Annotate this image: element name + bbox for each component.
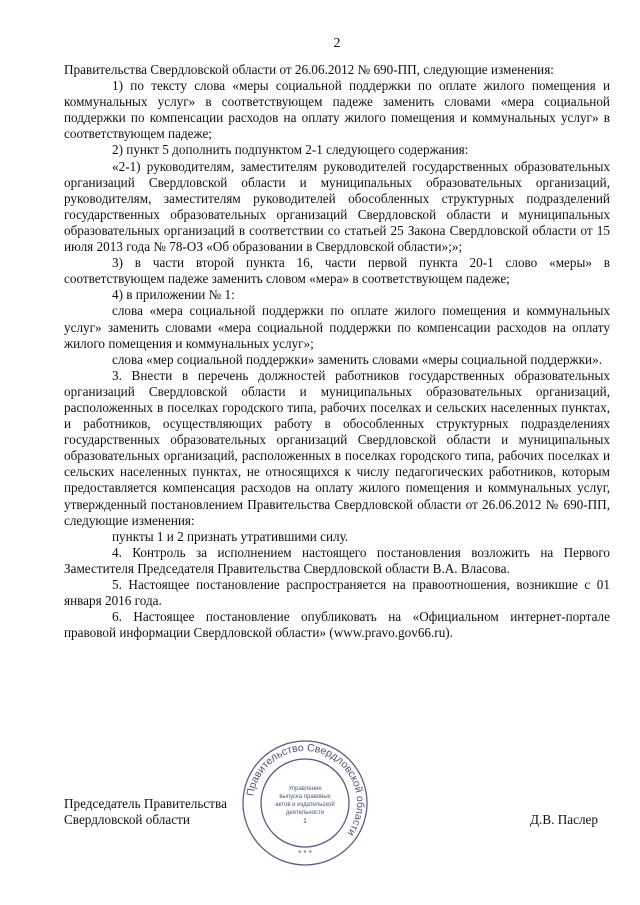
stamp-ring-text: Правительство Свердловской области	[244, 741, 367, 839]
paragraph: 4) в приложении № 1:	[112, 287, 235, 303]
signatory-name: Д.В. Паслер	[530, 812, 598, 827]
paragraph: 1) по тексту слова «меры социальной поддержки по оплате жилого помещения и коммунальных услуг» в соответствующем падеже заменить словами «мера социальной поддержки по компенсации расходов на оплату жилого помещения и коммунальных услуг» в соответствующем падеже;	[64, 78, 610, 142]
paragraph: 5. Настоящее постановление распространяется на правоотношения, возникшие с 01 января 2016 года.	[64, 577, 610, 609]
stamp-center-number: 1	[303, 818, 307, 825]
signatory-title-line: Председатель Правительства	[64, 796, 227, 811]
paragraph: 3) в части второй пункта 16, части первой пункта 20-1 слово «меры» в соответствующем падеже заменить словом «мера» в соответствующем падеже;	[64, 255, 610, 287]
paragraph: Правительства Свердловской области от 26.06.2012 № 690-ПП, следующие изменения:	[64, 62, 554, 77]
stamp-center-line: деятельности	[285, 810, 325, 816]
document-body	[64, 62, 610, 641]
signatory-title-line: Свердловской области	[64, 812, 190, 828]
paragraph: 4. Контроль за исполнением настоящего постановления возложить на Первого Заместителя Председателя Правительства Свердловской области В.А. Власова.	[64, 544, 610, 576]
paragraph: «2-1) руководителям, заместителям руководителей государственных образовательных организаций Свердловской области и муниципальных образовательных организаций, руководителям, заместителям руководителей обособленных структурных подразделений государственных образовательных организаций Свердловской области и муниципальных образовательных организаций в соответствии со статьей 25 Закона Свердловской области от 15 июля 2013 года № 78-ОЗ «Об образовании в Свердловской области»;»;	[64, 158, 610, 255]
stamp-center-line: актов и издательской	[275, 802, 335, 808]
paragraph: пункты 1 и 2 признать утратившими силу.	[112, 528, 349, 544]
paragraph: 2) пункт 5 дополнить подпунктом 2-1 следующего содержания:	[112, 142, 469, 158]
paragraph: слова «мер социальной поддержки» заменить словами «меры социальной поддержки».	[112, 351, 603, 367]
stamp-center-line: Управление	[288, 786, 322, 792]
paragraph: 6. Настоящее постановление опубликовать на «Официальном интернет-портале правовой информации Свердловской области» (www.pravo.gov66.ru).	[64, 609, 610, 641]
paragraph: слова «мера социальной поддержки по оплате жилого помещения и коммунальных услуг» заменить словами «мера социальной поддержки по компенсации расходов на оплату жилого помещения и коммунальных услуг»;	[64, 303, 610, 351]
paragraph: 3. Внести в перечень должностей работников государственных образовательных организаций Свердловской области и муниципальных образовательных организаций, расположенных в поселках городского типа, рабочих поселках и сельских населенных пунктах, и работников, осуществляющих работу в обособленных структурных подразделениях государственных образовательных организаций Свердловской области и муниципальных образовательных организаций, расположенных в поселках городского типа, рабочих поселках и сельских населенных пунктах, не относящихся к числу педагогических работников, которым предоставляется компенсация расходов на оплату жилого помещения и коммунальных услуг, утвержденный постановлением Правительства Свердловской области от 26.06.2012 № 690-ПП, следующие изменения:	[64, 367, 610, 528]
stamp-center-line: выпуска правовых	[279, 794, 331, 800]
page-number: 2	[333, 36, 341, 51]
stamp-stars: * * *	[298, 849, 312, 858]
official-stamp	[240, 738, 370, 868]
